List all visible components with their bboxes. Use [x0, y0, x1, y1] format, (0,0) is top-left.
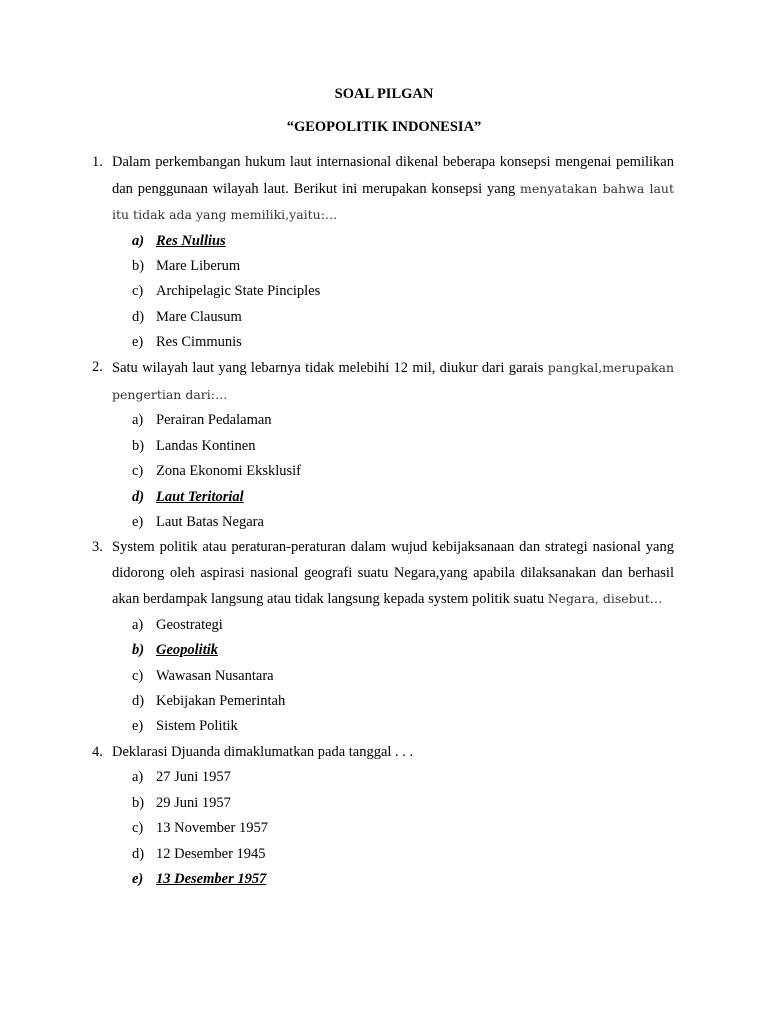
answer-options [92, 765, 674, 892]
option-letter: b) [132, 257, 145, 274]
option-text: Kebijakan Pemerintah [156, 693, 286, 710]
answer-option [132, 305, 674, 330]
option-text: 29 Juni 1957 [156, 794, 231, 811]
question-1 [92, 150, 674, 355]
option-text: Laut Teritorial [156, 488, 244, 505]
option-text: Res Cimmunis [156, 334, 242, 351]
option-letter: c) [132, 820, 144, 837]
option-letter: d) [132, 693, 145, 710]
option-letter: b) [132, 437, 145, 454]
question-text-main: Deklarasi Djuanda dimaklumatkan pada tanggal . . . [112, 743, 414, 760]
answer-option [132, 689, 674, 714]
question-text-main: Dalam perkembangan hukum laut internasional dikenal beberapa konsepsi mengenai pemilikan dan penggunaan wilayah laut. Berikut ini merupakan konsepsi yang [112, 154, 674, 197]
answer-options [92, 613, 674, 740]
answer-option-correct [132, 485, 674, 510]
answer-option [132, 279, 674, 304]
option-letter: a) [132, 232, 145, 249]
answer-option [132, 330, 674, 355]
question-4 [92, 740, 674, 892]
option-letter: d) [132, 845, 145, 862]
page-subtitle: “GEOPOLITIK INDONESIA” [286, 119, 482, 135]
option-letter: c) [132, 667, 144, 684]
question-number: 3. [92, 539, 103, 556]
option-text: Wawasan Nusantara [156, 667, 274, 684]
answer-option [132, 791, 674, 816]
question-text [112, 535, 674, 613]
question-number: 2. [92, 359, 103, 376]
option-text: Mare Clausum [156, 308, 242, 325]
option-text: Geopolitik [156, 642, 219, 659]
question-text [112, 355, 674, 408]
question-text-tail: menyatakan bahwa laut itu tidak ada yang memiliki,yaitu:… [112, 180, 674, 222]
answer-options [92, 229, 674, 356]
option-text: 13 November 1957 [156, 820, 268, 837]
answer-option [132, 510, 674, 535]
question-text-main: Satu wilayah laut yang lebarnya tidak melebihi 12 mil, diukur dari garais [112, 360, 548, 377]
question-number: 1. [92, 154, 103, 170]
answer-option [132, 408, 674, 433]
question-text [112, 740, 674, 766]
option-text: 27 Juni 1957 [156, 769, 231, 786]
answer-option [132, 816, 674, 841]
answer-option [132, 765, 674, 790]
option-letter: c) [132, 283, 144, 300]
option-letter: a) [132, 616, 144, 633]
option-letter: b) [132, 642, 145, 659]
question-text-tail: pangkal,merupakan pengertian dari:… [112, 360, 674, 402]
option-text: 12 Desember 1945 [156, 845, 266, 862]
option-letter: c) [132, 463, 144, 480]
answer-option-correct [132, 229, 674, 254]
question-text-tail: Negara, disebut… [547, 591, 663, 607]
option-text: Landas Kontinen [156, 437, 256, 454]
option-text: 13 Desember 1957 [156, 870, 267, 887]
answer-option [132, 613, 674, 638]
option-text: Laut Batas Negara [156, 514, 264, 531]
option-letter: e) [132, 718, 144, 735]
page-title: SOAL PILGAN [334, 86, 434, 102]
option-letter: b) [132, 794, 145, 811]
answer-option [132, 842, 674, 867]
option-letter: d) [132, 488, 145, 505]
answer-option [132, 714, 674, 739]
option-letter: a) [132, 412, 144, 429]
answer-option-correct [132, 867, 674, 892]
option-letter: a) [132, 769, 144, 786]
option-letter: e) [132, 870, 144, 887]
option-letter: e) [132, 334, 144, 351]
question-number: 4. [92, 743, 103, 760]
option-text: Perairan Pedalaman [156, 412, 272, 429]
option-text: Mare Liberum [156, 257, 241, 274]
answer-option [132, 664, 674, 689]
answer-option [132, 254, 674, 279]
answer-option-correct [132, 638, 674, 663]
answer-options [92, 408, 674, 535]
question-3 [92, 535, 674, 739]
question-text-main: System politik atau peraturan-peraturan dalam wujud kebijaksanaan dan strategi nasional yang didorong oleh aspirasi nasional geografi suatu Negara,yang apabila dilaksanakan dan berhasil akan berdampak langsung atau tidak langsung kepada system politik suatu [112, 539, 674, 608]
answer-option [132, 434, 674, 459]
option-text: Sistem Politik [156, 718, 238, 735]
option-letter: e) [132, 514, 144, 531]
question-2 [92, 355, 674, 535]
option-letter: d) [132, 308, 145, 325]
option-text: Geostrategi [156, 616, 223, 633]
answer-option [132, 459, 674, 484]
question-text [112, 150, 674, 229]
option-text: Archipelagic State Pinciples [156, 283, 321, 300]
question-list [92, 150, 674, 892]
option-text: Zona Ekonomi Eksklusif [156, 463, 301, 480]
option-text: Res Nullius [156, 232, 226, 249]
